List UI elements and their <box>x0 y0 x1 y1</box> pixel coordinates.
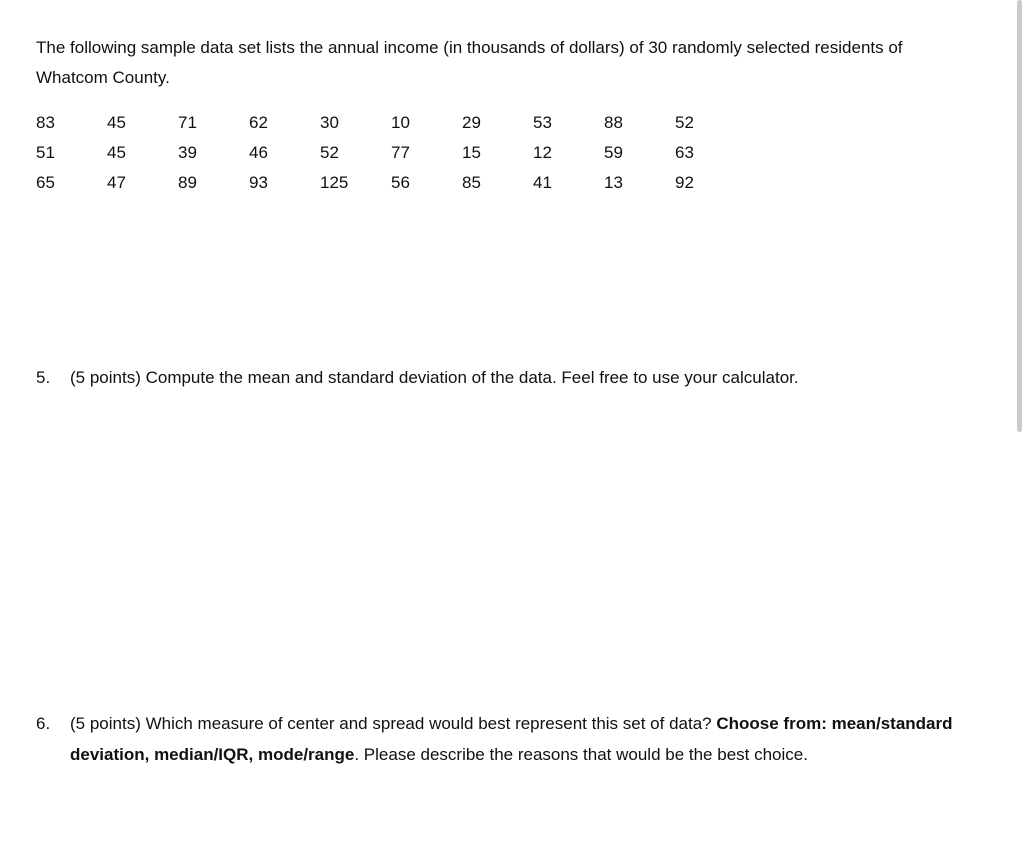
question-5-text: (5 points) Compute the mean and standard deviation of the data. Feel free to use your calculator. <box>70 368 799 387</box>
data-cell: 45 <box>107 113 126 132</box>
data-cell: 39 <box>178 143 197 162</box>
data-cell: 12 <box>533 143 552 162</box>
data-cell: 63 <box>675 143 694 162</box>
question-5-number: 5. <box>36 368 51 387</box>
question-6-text-after: . Please describe the reasons that would be the best choice. <box>354 745 808 764</box>
data-cell: 88 <box>604 113 623 132</box>
data-cell: 46 <box>249 143 268 162</box>
data-cell: 52 <box>320 143 339 162</box>
data-cell: 13 <box>604 173 623 192</box>
income-data-table <box>36 108 746 198</box>
data-cell: 52 <box>675 113 694 132</box>
data-cell: 45 <box>107 143 126 162</box>
data-cell: 62 <box>249 113 268 132</box>
data-cell: 53 <box>533 113 552 132</box>
question-6-text-before: (5 points) Which measure of center and spread would best represent this set of data? <box>70 714 717 733</box>
data-cell: 30 <box>320 113 339 132</box>
data-cell: 41 <box>533 173 552 192</box>
data-cell: 93 <box>249 173 268 192</box>
data-cell: 15 <box>462 143 481 162</box>
data-cell: 85 <box>462 173 481 192</box>
data-cell: 59 <box>604 143 623 162</box>
question-6-number: 6. <box>36 714 51 733</box>
data-cell: 71 <box>178 113 197 132</box>
data-cell: 56 <box>391 173 410 192</box>
question-6-text <box>70 708 962 770</box>
data-cell: 29 <box>462 113 481 132</box>
data-cell: 77 <box>391 143 410 162</box>
intro-paragraph: The following sample data set lists the annual income (in thousands of dollars) of 30 randomly selected residents of Whatcom County. <box>36 38 903 87</box>
data-cell: 125 <box>320 173 349 192</box>
data-cell: 10 <box>391 113 410 132</box>
scrollbar-track <box>1016 0 1024 847</box>
data-cell: 51 <box>36 143 55 162</box>
data-cell: 65 <box>36 173 55 192</box>
question-5 <box>36 362 872 393</box>
data-cell: 89 <box>178 173 197 192</box>
scrollbar-thumb[interactable] <box>1017 0 1022 432</box>
question-6-bold-options: Choose from: mean/standard deviation, median/IQR, mode/range <box>70 714 953 764</box>
data-cell: 92 <box>675 173 694 192</box>
data-cell: 83 <box>36 113 55 132</box>
question-6 <box>36 708 962 770</box>
data-cell: 47 <box>107 173 126 192</box>
